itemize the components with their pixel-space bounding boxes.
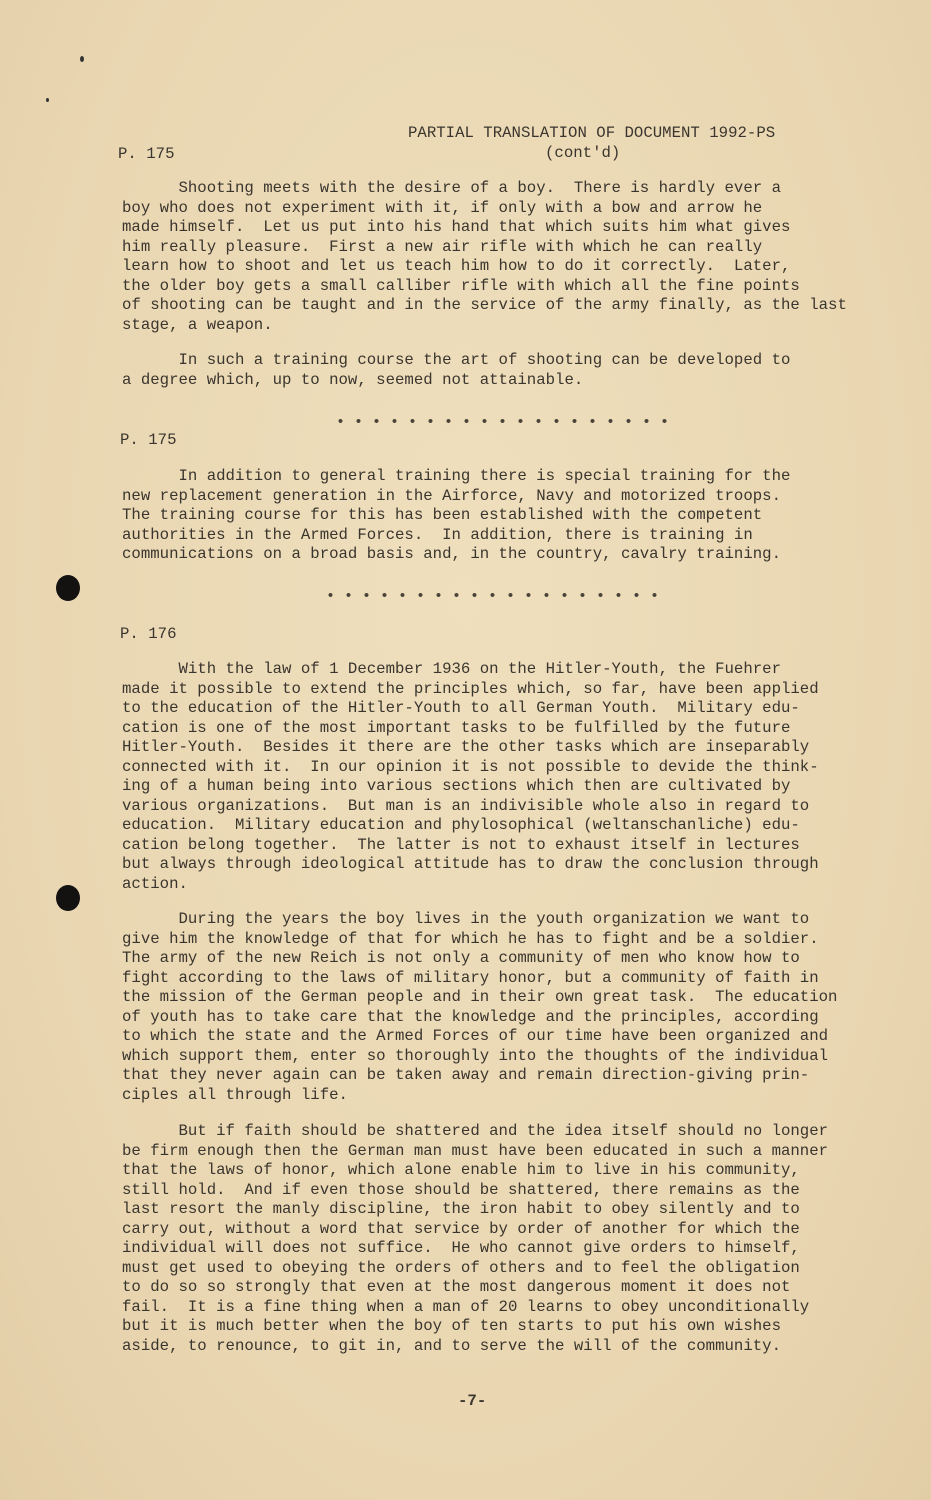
punch-hole [56,575,80,601]
text-line: be firm enough then the German man must have been educated in such a manner [122,1141,829,1160]
text-line: During the years the boy lives in the youth organization we want to [122,910,810,928]
text-line: that they never again can be taken away and remain direction-giving prin- [122,1066,810,1085]
text-line: cation belong together. The latter is not to exhaust itself in lectures [122,835,800,854]
text-line: aside, to renounce, to git in, and to serve the will of the community. [122,1337,781,1356]
text-line: made himself. Let us put into his hand that which suits him what gives [122,218,791,237]
text-line: fight according to the laws of military honor, but a community of faith in [122,968,819,987]
text-line: In addition to general training there is special training for the [122,467,791,485]
text-line: that the laws of honor, which alone enable him to live in his community, [122,1161,800,1180]
text-line: the mission of the German people and in their own great task. The education [122,988,838,1007]
text-line: authorities in the Armed Forces. In addition, there is training in [122,525,753,544]
ink-speck [80,56,84,62]
text-line: carry out, without a word that service by order of another for which the [122,1219,800,1238]
page-number: -7- [458,1392,487,1410]
text-line: fail. It is a fine thing when a man of 20 learns to obey unconditionally [122,1297,810,1316]
text-line: to the education of the Hitler-Youth to all German Youth. Military edu- [122,699,800,718]
paragraph [122,910,837,1105]
text-line: cation is one of the most important tasks to be fulfilled by the future [122,718,791,737]
text-line: In such a training course the art of shooting can be developed to [122,351,791,369]
punch-hole [56,885,80,911]
text-line: made it possible to extend the principles which, so far, have been applied [122,679,819,698]
text-line: give him the knowledge of that for which he has to fight and be a soldier. [122,929,819,948]
text-line: The army of the new Reich is not only a community of men who know how to [122,949,800,968]
text-line: ing of a human being into various sections which then are cultivated by [122,777,791,796]
text-line: Shooting meets with the desire of a boy. There is hardly ever a [122,179,781,197]
ink-speck [46,98,49,102]
document-title: PARTIAL TRANSLATION OF DOCUMENT 1992-PS [408,124,776,142]
text-line: still hold. And if even those should be shattered, there remains as the [122,1180,800,1199]
text-line: The training course for this has been established with the competent [122,506,763,525]
page-reference: P. 175 [118,145,175,163]
paragraph [122,179,847,335]
separator-dots: • • • • • • • • • • • • • • • • • • • [326,588,660,605]
text-line: to which the state and the Armed Forces of our time have been organized and [122,1027,829,1046]
text-line: action. [122,875,188,894]
text-line: With the law of 1 December 1936 on the Hitler-Youth, the Fuehrer [122,660,781,678]
text-line: but it is much better when the boy of ten starts to put his own wishes [122,1317,781,1336]
text-line: learn how to shoot and let us teach him how to do it correctly. Later, [122,257,791,276]
page-reference: P. 175 [120,431,177,449]
paragraph [122,351,790,390]
text-line: which support them, enter so thoroughly into the thoughts of the individual [122,1046,829,1065]
text-line: him really pleasure. First a new air rifle with which he can really [122,237,763,256]
text-line: a degree which, up to now, seemed not attainable. [122,370,584,389]
text-line: Hitler-Youth. Besides it there are the other tasks which are inseparably [122,738,810,757]
text-line: of shooting can be taught and in the service of the army finally, as the last [122,296,847,315]
text-line: education. Military education and phylosophical (weltanschanliche) edu- [122,816,800,835]
text-line: various organizations. But man is an indivisible whole also in regard to [122,796,810,815]
paragraph [122,467,790,565]
separator-dots: • • • • • • • • • • • • • • • • • • • [336,414,670,431]
text-line: last resort the manly discipline, the iron habit to obey silently and to [122,1200,800,1219]
text-line: to do so so strongly that even at the most dangerous moment it does not [122,1278,791,1297]
text-line: But if faith should be shattered and the idea itself should no longer [122,1122,829,1140]
text-line: but always through ideological attitude has to draw the conclusion through [122,855,819,874]
text-line: the older boy gets a small calliber rifle with which all the fine points [122,276,800,295]
continued-label: (cont'd) [545,144,621,162]
text-line: ciples all through life. [122,1085,348,1104]
text-line: new replacement generation in the Airforce, Navy and motorized troops. [122,486,781,505]
paragraph [122,1122,828,1357]
text-line: must get used to obeying the orders of others and to feel the obligation [122,1258,800,1277]
paragraph [122,660,819,895]
page-reference: P. 176 [120,625,177,643]
text-line: connected with it. In our opinion it is not possible to devide the think- [122,757,819,776]
text-line: boy who does not experiment with it, if only with a bow and arrow he [122,198,763,217]
text-line: of youth has to take care that the knowledge and the principles, according [122,1007,819,1026]
text-line: individual will does not suffice. He who cannot give orders to himself, [122,1239,800,1258]
text-line: stage, a weapon. [122,315,273,334]
text-line: communications on a broad basis and, in the country, cavalry training. [122,545,781,564]
